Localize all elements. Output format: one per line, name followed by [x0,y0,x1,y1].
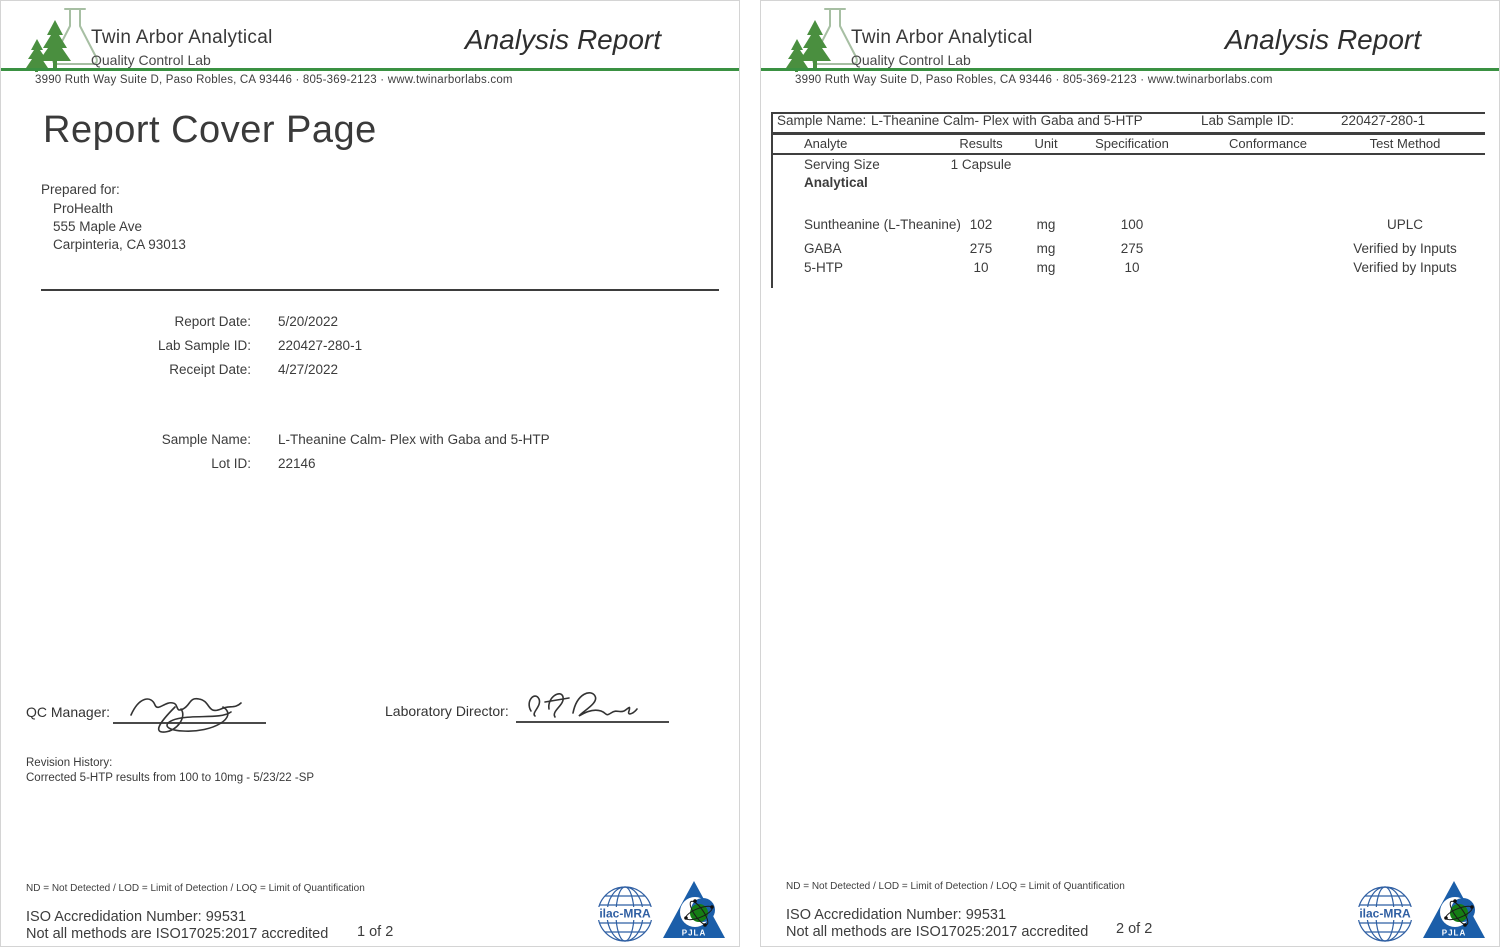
document-title: Analysis Report [1224,24,1421,55]
cell-results: 10 [973,260,989,275]
sample-identity-row [761,113,1500,133]
header-rule [1,68,740,71]
col-test-method: Test Method [1369,136,1441,151]
field-label: Receipt Date: [169,362,251,377]
cell-analyte: GABA [804,241,842,256]
field-value: 4/27/2022 [278,362,339,377]
pjla-logo [662,880,726,942]
sample-name-value: L-Theanine Calm- Plex with Gaba and 5-HTP [871,113,1143,128]
ilac-mra-logo [594,884,656,944]
abbreviation-legend: ND = Not Detected / LOD = Limit of Detection / LOQ = Limit of Quantification [26,883,365,894]
prepared-for-label: Prepared for: [41,182,120,197]
cell-results: 102 [969,217,993,232]
serving-size-label: Serving Size [804,157,880,172]
table-row [761,260,1500,278]
field-sample-name [1,432,740,450]
qc-signature [123,685,249,739]
col-conformance: Conformance [1228,136,1308,151]
section-label: Analytical [804,175,868,190]
field-value: 5/20/2022 [278,314,339,329]
cell-test-method: Verified by Inputs [1353,241,1457,256]
field-value: 220427-280-1 [278,338,363,353]
page-cover [0,0,740,947]
table-row [761,217,1500,235]
col-specification: Specification [1095,136,1169,151]
cell-results: 275 [969,241,993,256]
col-analyte: Analyte [804,136,848,151]
iso-accreditation-number: ISO Accredidation Number: 99531 [786,907,1007,923]
iso-methods-note: Not all methods are ISO17025:2017 accredited [786,924,1089,940]
field-label: Report Date: [174,314,251,329]
director-signature [519,685,639,723]
divider-rule [41,289,719,291]
qc-manager-label: QC Manager: [26,704,111,720]
header-rule [761,68,1500,71]
company-name: Twin Arbor Analytical [91,27,273,48]
document-title: Analysis Report [464,24,661,55]
lab-address: 3990 Ruth Way Suite D, Paso Robles, CA 93446 · 805-369-2123 · www.twinarborlabs.com [795,74,1273,86]
ilac-mra-logo [1354,884,1416,944]
field-lot-id [1,456,740,474]
abbreviation-legend: ND = Not Detected / LOD = Limit of Detection / LOQ = Limit of Quantification [786,881,1125,892]
iso-methods-note: Not all methods are ISO17025:2017 accredited [26,926,329,942]
pjla-logo [1422,880,1486,942]
client-name: ProHealth [53,201,114,216]
company-subtitle: Quality Control Lab [91,52,211,68]
cover-page-title: Report Cover Page [43,109,377,151]
svg-text:PJLA: PJLA [1441,928,1467,938]
svg-text:ilac-MRA: ilac-MRA [599,906,651,921]
revision-history-label: Revision History: [26,757,113,769]
table-row [761,241,1500,259]
table-column-headers [761,136,1500,154]
field-label: Lot ID: [211,456,251,471]
cell-unit: mg [1036,217,1056,232]
cell-specification: 275 [1120,241,1144,256]
iso-accreditation-number: ISO Accredidation Number: 99531 [26,909,247,925]
cell-analyte: 5-HTP [804,260,844,275]
svg-text:PJLA: PJLA [681,928,707,938]
serving-size-value: 1 Capsule [950,157,1012,172]
field-receipt-date [1,362,740,380]
sample-name-label: Sample Name: [777,113,867,128]
company-name: Twin Arbor Analytical [851,27,1033,48]
svg-text:ilac-MRA: ilac-MRA [1359,906,1411,921]
page-number: 2 of 2 [1116,921,1153,937]
page-results [760,0,1500,947]
field-label: Sample Name: [161,432,251,447]
field-label: Lab Sample ID: [157,338,251,353]
cell-test-method: UPLC [1386,217,1423,232]
cell-test-method: Verified by Inputs [1353,260,1457,275]
client-street: 555 Maple Ave [53,219,143,234]
cell-analyte: Suntheanine (L-Theanine) [804,217,961,232]
serving-size-row [761,157,1500,175]
lab-sample-id-label: Lab Sample ID: [1201,113,1295,128]
cell-specification: 10 [1124,260,1140,275]
section-row [761,175,1500,193]
page-number: 1 of 2 [357,924,394,940]
field-lab-sample-id [1,338,740,356]
cell-unit: mg [1036,241,1056,256]
field-value: L-Theanine Calm- Plex with Gaba and 5-HTP [278,432,550,447]
col-unit: Unit [1034,136,1058,151]
client-city: Carpinteria, CA 93013 [53,237,186,252]
lab-sample-id-value: 220427-280-1 [1341,113,1426,128]
cell-specification: 100 [1120,217,1144,232]
field-value: 22146 [278,456,316,471]
col-results: Results [959,136,1003,151]
lab-address: 3990 Ruth Way Suite D, Paso Robles, CA 93446 · 805-369-2123 · www.twinarborlabs.com [35,74,513,86]
cell-unit: mg [1036,260,1056,275]
lab-director-label: Laboratory Director: [385,703,509,719]
company-subtitle: Quality Control Lab [851,52,971,68]
field-report-date [1,314,740,332]
revision-history-note: Corrected 5-HTP results from 100 to 10mg - 5/23/22 -SP [26,772,315,784]
